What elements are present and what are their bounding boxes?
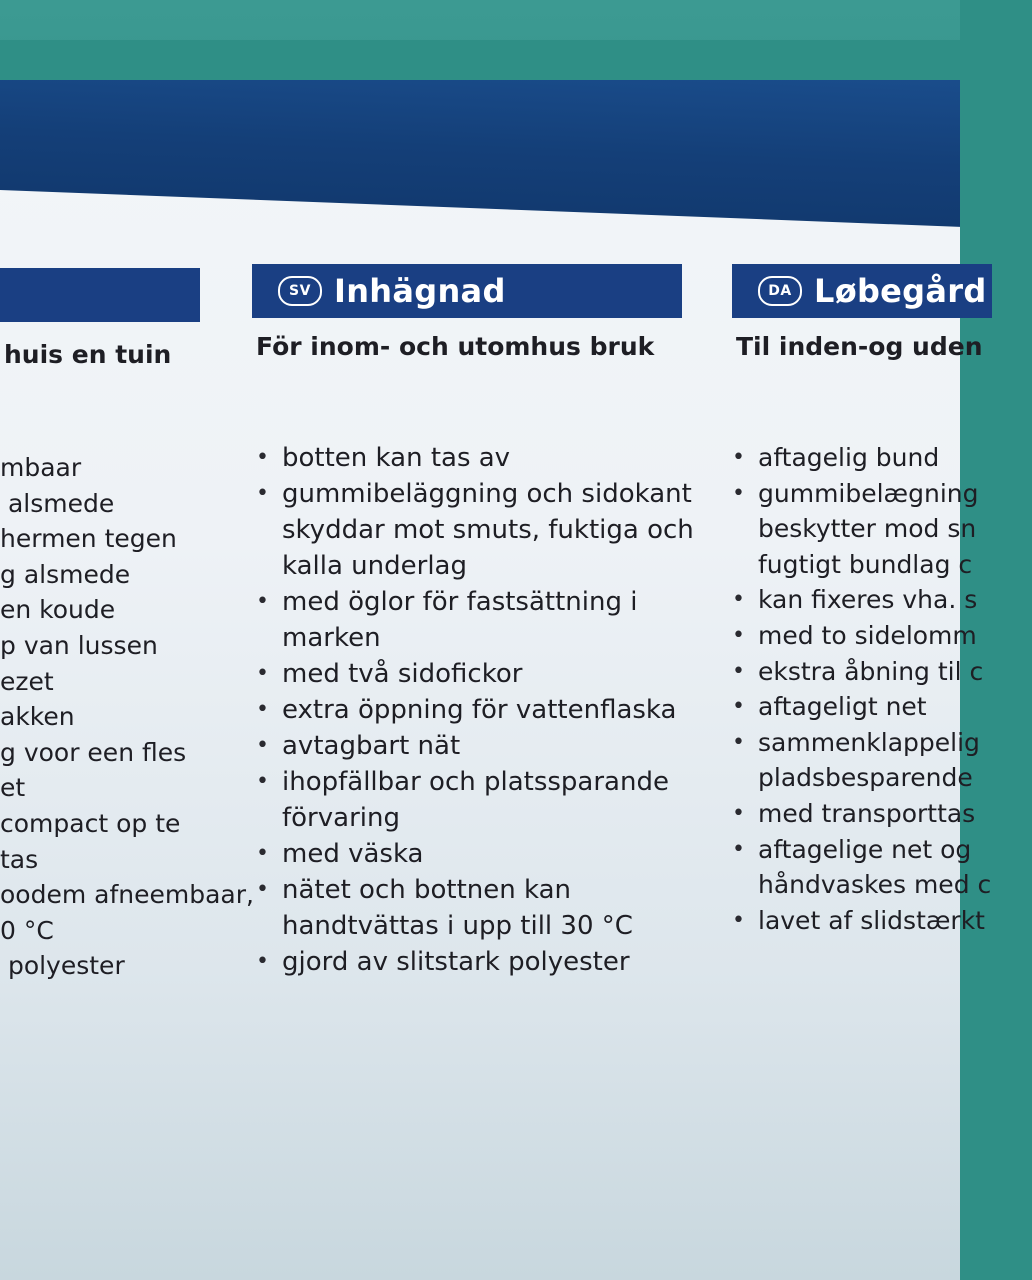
da-list-item: • sammenklappelig pladsbesparende bbox=[732, 725, 1032, 796]
nl-list-line: 0 °C bbox=[0, 915, 54, 945]
sv-list-item: • gjord av slitstark polyester bbox=[256, 944, 696, 980]
sv-list-item: • med öglor för fastsättning i marken bbox=[256, 584, 696, 656]
da-list-item: • lavet af slidstærkt bbox=[732, 903, 1032, 939]
nl-list-line: akken bbox=[0, 702, 75, 732]
da-list-item: • med to sidelomm bbox=[732, 618, 1032, 654]
page-top-edge bbox=[0, 40, 960, 80]
nl-list-line: et bbox=[0, 773, 26, 803]
nl-list-line: alsmede bbox=[0, 488, 115, 518]
da-list-item: • kan fixeres vha. s bbox=[732, 582, 1032, 618]
nl-list-line: polyester bbox=[0, 951, 125, 981]
da-feature-list bbox=[732, 440, 1032, 938]
nl-column bbox=[0, 450, 254, 1070]
nl-list-line: p van lussen bbox=[0, 630, 158, 660]
sv-feature-list bbox=[256, 440, 696, 980]
da-language-badge: DA bbox=[758, 276, 802, 306]
da-list-item: • med transporttas bbox=[732, 796, 1032, 832]
nl-list-line: mbaar bbox=[0, 453, 82, 482]
nl-header-bar bbox=[0, 268, 200, 322]
sv-list-item: • med väska bbox=[256, 836, 696, 872]
nl-list-line: en koude bbox=[0, 595, 116, 625]
nl-list-line: tas bbox=[0, 844, 39, 874]
nl-subtitle: huis en tuin bbox=[4, 340, 172, 369]
nl-list-line: ezet bbox=[0, 666, 54, 696]
sv-list-item: • botten kan tas av bbox=[256, 440, 696, 476]
sv-list-item: • nätet och bottnen kan handtvättas i upp till 30 °C bbox=[256, 872, 696, 944]
da-list-item: • aftageligt net bbox=[732, 689, 1032, 725]
sv-header-bar bbox=[252, 264, 682, 318]
da-list-item: • aftagelige net og håndvaskes med c bbox=[732, 832, 1032, 903]
sv-language-badge: SV bbox=[278, 276, 322, 306]
nl-list-line: compact op te bbox=[0, 808, 181, 838]
da-column bbox=[732, 262, 992, 982]
sv-subtitle: För inom- och utomhus bruk bbox=[256, 332, 655, 361]
nl-list-line: g voor een fles bbox=[0, 737, 187, 767]
da-subtitle: Til inden-og uden bbox=[736, 332, 983, 361]
nl-list-line: g alsmede bbox=[0, 559, 131, 589]
sv-list-item: • avtagbart nät bbox=[256, 728, 696, 764]
sv-list-item: • med två sidofickor bbox=[256, 656, 696, 692]
manual-page bbox=[0, 40, 992, 1280]
nl-feature-list bbox=[0, 450, 254, 984]
nl-list-line: oodem afneembaar, bbox=[0, 880, 254, 910]
da-list-item: • aftagelig bund bbox=[732, 440, 1032, 476]
da-list-item: • ekstra åbning til c bbox=[732, 654, 1032, 690]
sv-title: Inhägnad bbox=[334, 272, 506, 310]
da-header-bar bbox=[732, 264, 992, 318]
da-list-item: • gummibelægning beskytter mod sn fugtigt bundlag c bbox=[732, 476, 1032, 583]
sv-list-item: • ihopfällbar och platssparande förvaring bbox=[256, 764, 696, 836]
nl-list-line: hermen tegen bbox=[0, 524, 177, 554]
da-title: Løbegård bbox=[814, 272, 987, 310]
sv-list-item: • extra öppning för vattenflaska bbox=[256, 692, 696, 728]
sv-list-item: • gummibeläggning och sidokant skyddar mot smuts, fuktiga och kalla underlag bbox=[256, 476, 696, 584]
